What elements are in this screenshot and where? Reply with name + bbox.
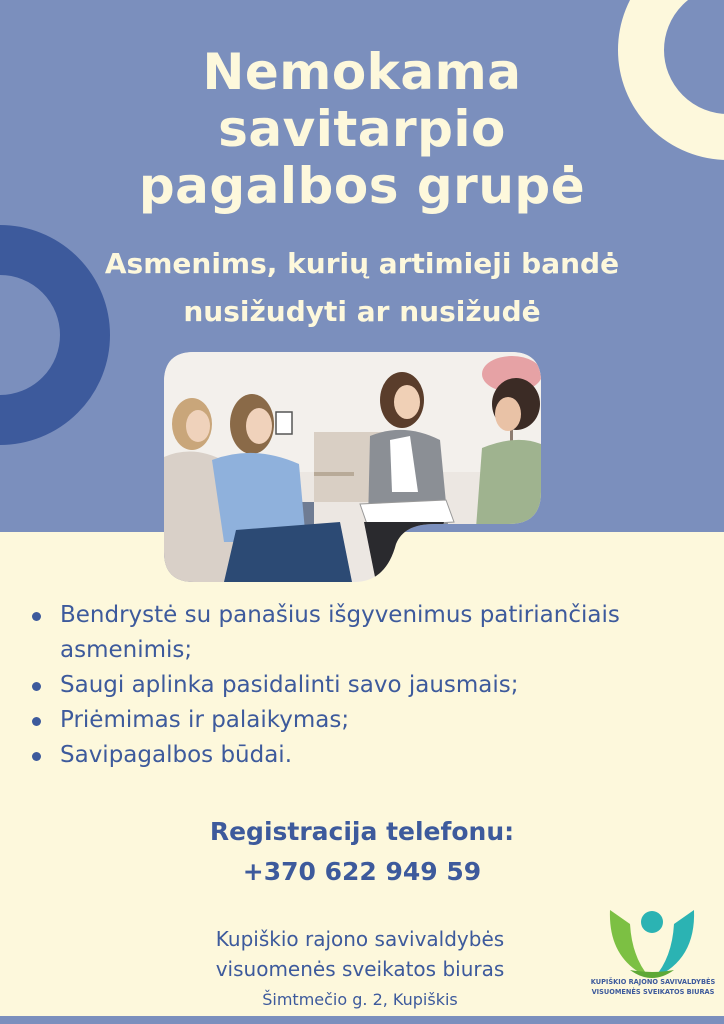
organization-block	[140, 924, 580, 1016]
poster-title	[0, 44, 724, 215]
organization-address: Šimtmečio g. 2, Kupiškis	[262, 990, 458, 1009]
organization-line-1: Kupiškio rajono savivaldybės	[215, 927, 505, 951]
registration-block	[0, 812, 724, 892]
subtitle-line-1: Asmenims, kurių artimieji bandė	[104, 247, 620, 280]
logo-caption-line-1: KUPIŠKIO RAJONO SAVIVALDYBĖS	[590, 978, 716, 986]
benefit-item: Bendrystė su panašius išgyvenimus patiriančiais asmenimis;	[28, 598, 708, 668]
footer-line	[0, 1016, 724, 1024]
registration-phone[interactable]: +370 622 949 59	[242, 857, 482, 886]
benefit-item: Priėmimas ir palaikymas;	[28, 703, 708, 738]
benefit-item: Savipagalbos būdai.	[28, 738, 708, 773]
organization-line-2: visuomenės sveikatos biuras	[215, 957, 505, 981]
title-line-3: pagalbos grupė	[138, 157, 586, 215]
logo-caption-line-2: VISUOMENĖS SVEIKATOS BIURAS	[591, 988, 715, 996]
benefit-item: Saugi aplinka pasidalinti savo jausmais;	[28, 668, 708, 703]
title-line-1: Nemokama	[202, 43, 522, 101]
title-line-2: savitarpio	[218, 100, 506, 158]
support-group-photo	[164, 352, 541, 582]
benefits-list	[28, 598, 708, 773]
registration-label: Registracija telefonu:	[209, 817, 515, 846]
logo-caption	[588, 977, 718, 997]
poster-subtitle	[0, 240, 724, 336]
subtitle-line-2: nusižudyti ar nusižudė	[183, 295, 541, 328]
